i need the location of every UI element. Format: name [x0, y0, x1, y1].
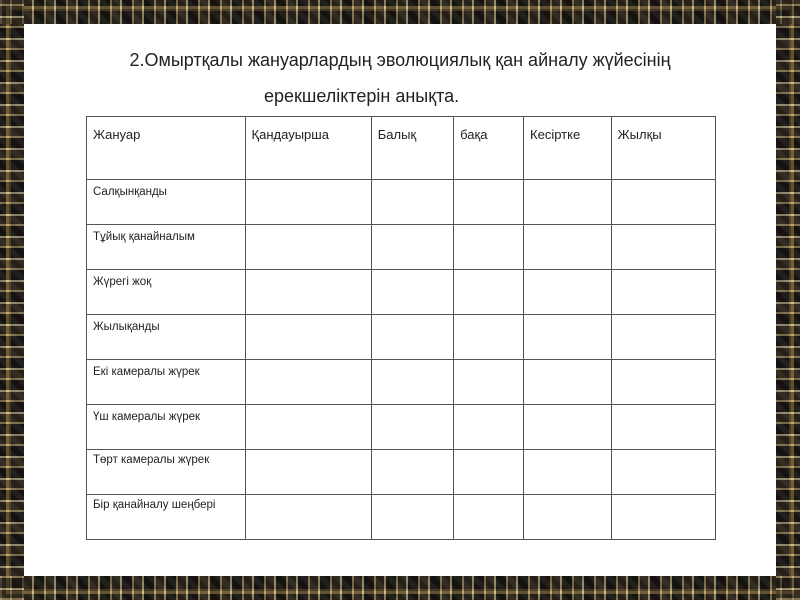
empty-cell[interactable] — [524, 405, 612, 450]
empty-cell[interactable] — [611, 495, 715, 540]
comparison-table — [86, 116, 716, 540]
empty-cell[interactable] — [524, 450, 612, 495]
header-cell: Жылқы — [611, 117, 715, 180]
row-label: Жылықанды — [87, 315, 246, 360]
slide-content — [24, 24, 776, 576]
empty-cell[interactable] — [371, 315, 453, 360]
empty-cell[interactable] — [611, 315, 715, 360]
row-label: Жүрегі жоқ — [87, 270, 246, 315]
empty-cell[interactable] — [371, 450, 453, 495]
empty-cell[interactable] — [245, 180, 371, 225]
empty-cell[interactable] — [454, 360, 524, 405]
empty-cell[interactable] — [611, 450, 715, 495]
empty-cell[interactable] — [371, 405, 453, 450]
header-cell: Қандауырша — [245, 117, 371, 180]
table-row — [87, 495, 716, 540]
empty-cell[interactable] — [611, 405, 715, 450]
header-cell: Жануар — [87, 117, 246, 180]
table-row — [87, 270, 716, 315]
table-row — [87, 405, 716, 450]
empty-cell[interactable] — [454, 225, 524, 270]
empty-cell[interactable] — [524, 360, 612, 405]
table-row — [87, 225, 716, 270]
ornament-border-left — [0, 0, 24, 600]
table-row — [87, 360, 716, 405]
empty-cell[interactable] — [524, 270, 612, 315]
empty-cell[interactable] — [454, 270, 524, 315]
row-label: Салқынқанды — [87, 180, 246, 225]
empty-cell[interactable] — [611, 270, 715, 315]
row-label: Екі камералы жүрек — [87, 360, 246, 405]
empty-cell[interactable] — [371, 360, 453, 405]
empty-cell[interactable] — [245, 495, 371, 540]
empty-cell[interactable] — [245, 450, 371, 495]
empty-cell[interactable] — [454, 495, 524, 540]
row-label: Төрт камералы жүрек — [87, 450, 246, 495]
empty-cell[interactable] — [245, 225, 371, 270]
empty-cell[interactable] — [454, 450, 524, 495]
header-cell: бақа — [454, 117, 524, 180]
empty-cell[interactable] — [245, 360, 371, 405]
empty-cell[interactable] — [371, 180, 453, 225]
row-label: Тұйық қанайналым — [87, 225, 246, 270]
empty-cell[interactable] — [524, 495, 612, 540]
empty-cell[interactable] — [611, 360, 715, 405]
ornament-border-right — [776, 0, 800, 600]
header-cell: Балық — [371, 117, 453, 180]
row-label: Бір қанайналу шеңбері — [87, 495, 246, 540]
empty-cell[interactable] — [371, 495, 453, 540]
table-header-row — [87, 117, 716, 180]
row-label: Үш камералы жүрек — [87, 405, 246, 450]
empty-cell[interactable] — [371, 270, 453, 315]
empty-cell[interactable] — [611, 225, 715, 270]
ornament-border-top — [0, 0, 800, 24]
empty-cell[interactable] — [245, 315, 371, 360]
empty-cell[interactable] — [371, 225, 453, 270]
table-row — [87, 180, 716, 225]
empty-cell[interactable] — [245, 270, 371, 315]
empty-cell[interactable] — [245, 405, 371, 450]
table-row — [87, 450, 716, 495]
empty-cell[interactable] — [454, 315, 524, 360]
empty-cell[interactable] — [524, 180, 612, 225]
empty-cell[interactable] — [611, 180, 715, 225]
task-title-line2: ерекшеліктерін анықта. — [264, 86, 460, 106]
empty-cell[interactable] — [454, 405, 524, 450]
header-cell: Кесіртке — [524, 117, 612, 180]
empty-cell[interactable] — [454, 180, 524, 225]
ornament-border-bottom — [0, 576, 800, 600]
empty-cell[interactable] — [524, 315, 612, 360]
empty-cell[interactable] — [524, 225, 612, 270]
task-title-line1: 2.Омыртқалы жануарлардың эволюциялық қан айналу жүйесінің — [129, 50, 671, 70]
table-row — [87, 315, 716, 360]
